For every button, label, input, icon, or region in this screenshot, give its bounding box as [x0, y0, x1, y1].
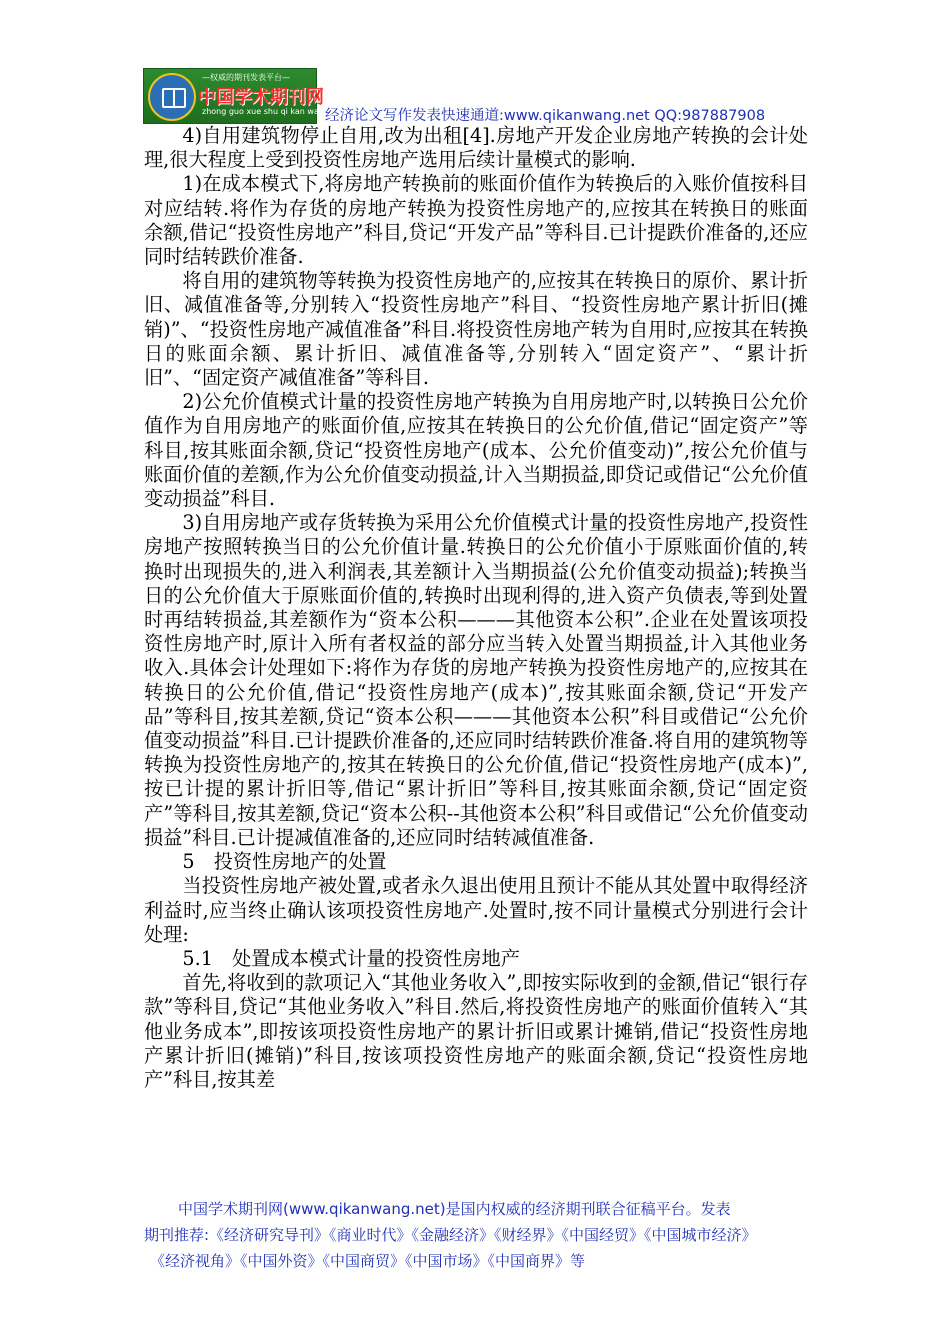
logo-seal-icon	[148, 73, 196, 121]
footer-line-journals-more: 《经济视角》《中国外资》《中国商贸》《中国市场》《中国商界》等	[150, 1252, 586, 1270]
paragraph: 当投资性房地产被处置,或者永久退出使用且预计不能从其处置中取得经济利益时,应当终止确认该项投资性房地产.处置时,按不同计量模式分别进行会计处理:	[144, 874, 808, 946]
paragraph: 4)自用建筑物停止自用,改为出租[4].房地产开发企业房地产转换的会计处理,很大程度上受到投资性房地产选用后续计量模式的影响.	[144, 124, 808, 172]
page-footer	[144, 1196, 824, 1274]
footer-line-site[interactable]: 中国学术期刊网(www.qikanwang.net)是国内权威的经济期刊联合征稿平台。发表	[178, 1200, 731, 1218]
book-icon	[162, 88, 186, 108]
subsection-heading: 5.1 处置成本模式计量的投资性房地产	[182, 946, 520, 970]
section-heading: 5 投资性房地产的处置	[182, 850, 387, 874]
logo-name: 中国学术期刊网	[198, 87, 324, 108]
paragraph: 首先,将收到的款项记入“其他业务收入”,即按实际收到的金额,借记“银行存款”等科目,贷记“其他业务收入”科目.然后,将投资性房地产的账面价值转入“其他业务成本”,即按该项投资性房地产的累计折旧或累计摊销,借记“投资性房地产累计折旧(摊销)”科目,按该项投资性房地产的账面余额,贷记“投资性房地产”科目,按其差	[144, 971, 808, 1091]
site-logo[interactable]	[143, 68, 330, 124]
page-header	[143, 68, 813, 124]
paragraph: 1)在成本模式下,将房地产转换前的账面价值作为转换后的入账价值按科目对应结转.将作为存货的房地产转换为投资性房地产的,应按其在转换日的账面余额,借记“投资性房地产”科目,贷记“开发产品”等科目.已计提跌价准备的,还应同时结转跌价准备.	[144, 172, 808, 269]
paragraph: 将自用的建筑物等转换为投资性房地产的,应按其在转换日的原价、累计折旧、减值准备等,分别转入“投资性房地产”科目、“投资性房地产累计折旧(摊销)”、“投资性房地产减值准备”科目.将投资性房地产转为自用时,应按其在转换日的账面余额、累计折旧、减值准备等,分别转入“固定资产”、“累计折旧”、“固定资产减值准备”等科目.	[144, 269, 808, 390]
paragraph: 3)自用房地产或存货转换为采用公允价值模式计量的投资性房地产,投资性房地产按照转换当日的公允价值计量.转换日的公允价值小于原账面价值的,转换时出现损失的,进入利润表,其差额计入当期损益(公允价值变动损益);转换当日的公允价值大于原账面价值的,转换时出现利得的,进入资产负债表,等到处置时再结转损益,其差额作为“资本公积———其他资本公积”.企业在处置该项投资性房地产时,原计入所有者权益的部分应当转入处置当期损益,计入其他业务收入.具体会计处理如下:将作为存货的房地产转换为投资性房地产的,应按其在转换日的公允价值,借记“投资性房地产(成本)”,按其账面余额,贷记“开发产品”等科目,按其差额,贷记“资本公积———其他资本公积”科目或借记“公允价值变动损益”科目.已计提跌价准备的,还应同时结转跌价准备.将自用的建筑物等转换为投资性房地产的,按其在转换日的公允价值,借记“投资性房地产(成本)”,按已计提的累计折旧等,借记“累计折旧”等科目,按其账面余额,贷记“固定资产”等科目,按其差额,贷记“资本公积--其他资本公积”科目或借记“公允价值变动损益”科目.已计提减值准备的,还应同时结转减值准备.	[144, 511, 808, 849]
logo-pinyin: zhong guo xue shu qi kan wang	[202, 107, 330, 116]
article-body	[144, 124, 808, 1092]
header-promo-link[interactable]: 经济论文写作发表快速通道:www.qikanwang.net QQ:987887908	[325, 108, 766, 124]
paragraph: 2)公允价值模式计量的投资性房地产转换为自用房地产时,以转换日公允价值作为自用房地产的账面价值,应按其在转换日的公允价值,借记“固定资产”等科目,按其账面余额,贷记“投资性房地产(成本、公允价值变动)”,按公允价值与账面价值的差额,作为公允价值变动损益,计入当期损益,即贷记或借记“公允价值变动损益”科目.	[144, 390, 808, 511]
logo-tagline: —权威的期刊发表平台—	[202, 73, 290, 82]
footer-line-journals: 期刊推荐:《经济研究导刊》《商业时代》《金融经济》《财经界》《中国经贸》《中国城市经济》	[144, 1226, 757, 1244]
